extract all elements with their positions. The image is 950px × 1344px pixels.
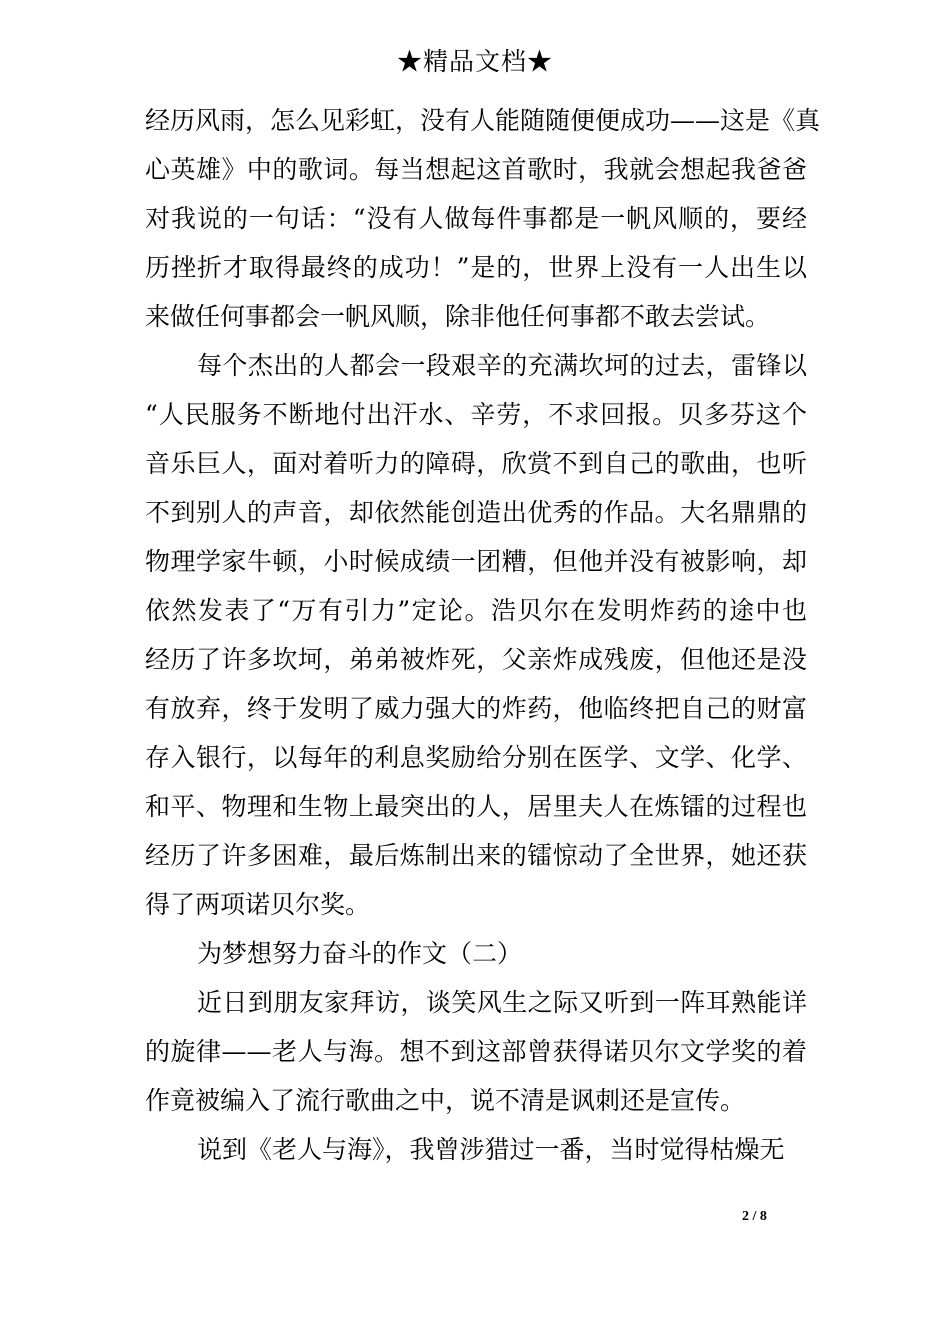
text-line: 说到《老人与海》，我曾涉猎过一番，当时觉得枯燥无	[197, 1135, 785, 1164]
text-line: 音乐巨人，面对着听力的障碍，欣赏不到自己的歌曲，也听	[145, 449, 807, 478]
text-line: 作竟被编入了流行歌曲之中，说不清是讽刺还是宣传。	[145, 1086, 746, 1115]
text-line: 历挫折才取得最终的成功！”是的，世界上没有一人出生以	[145, 253, 807, 282]
document-header: ★精品文档★	[396, 47, 553, 76]
paragraph	[145, 96, 821, 341]
text-line: 对我说的一句话：“没有人做每件事都是一帆风顺的，要经	[145, 204, 807, 233]
text-line: 近日到朋友家拜访，谈笑风生之际又听到一阵耳熟能详	[197, 988, 807, 1017]
text-line: “人民服务不断地付出汗水、辛劳，不求回报。贝多芬这个	[145, 400, 807, 429]
text-line: 每个杰出的人都会一段艰辛的充满坎坷的过去，雷锋以	[197, 351, 807, 380]
document-body	[145, 96, 821, 1174]
text-line: 存入银行，以每年的利息奖励给分别在医学、文学、化学、	[145, 743, 807, 772]
paragraph	[145, 978, 807, 1125]
text-line: 和平、物理和生物上最突出的人，居里夫人在炼镭的过程也	[145, 792, 807, 821]
text-line: 依然发表了“万有引力”定论。浩贝尔在发明炸药的途中也	[145, 596, 807, 625]
section-heading	[145, 929, 807, 978]
text-line: 物理学家牛顿，小时候成绩一团糟，但他并没有被影响，却	[145, 547, 807, 576]
text-line: 有放弃，终于发明了威力强大的炸药，他临终把自己的财富	[145, 694, 807, 723]
paragraph	[145, 1125, 807, 1174]
text-line: 为梦想努力奋斗的作文（二）	[197, 939, 523, 968]
text-line: 得了两项诺贝尔奖。	[145, 890, 371, 919]
text-line: 心英雄》中的歌词。每当想起这首歌时，我就会想起我爸爸	[145, 155, 807, 184]
page-number: 2 / 8	[742, 1209, 767, 1224]
text-line: 来做任何事都会一帆风顺，除非他任何事都不敢去尝试。	[145, 302, 771, 331]
text-line: 不到别人的声音，却依然能创造出优秀的作品。大名鼎鼎的	[145, 498, 807, 527]
text-line: 经历了许多坎坷，弟弟被炸死，父亲炸成残废，但他还是没	[145, 645, 807, 674]
text-line: 经历风雨，怎么见彩虹，没有人能随随便便成功——这是《真	[145, 106, 821, 135]
text-line: 的旋律——老人与海。想不到这部曾获得诺贝尔文学奖的着	[145, 1037, 807, 1066]
paragraph	[145, 341, 807, 929]
text-line: 经历了许多困难，最后炼制出来的镭惊动了全世界，她还获	[145, 841, 807, 870]
